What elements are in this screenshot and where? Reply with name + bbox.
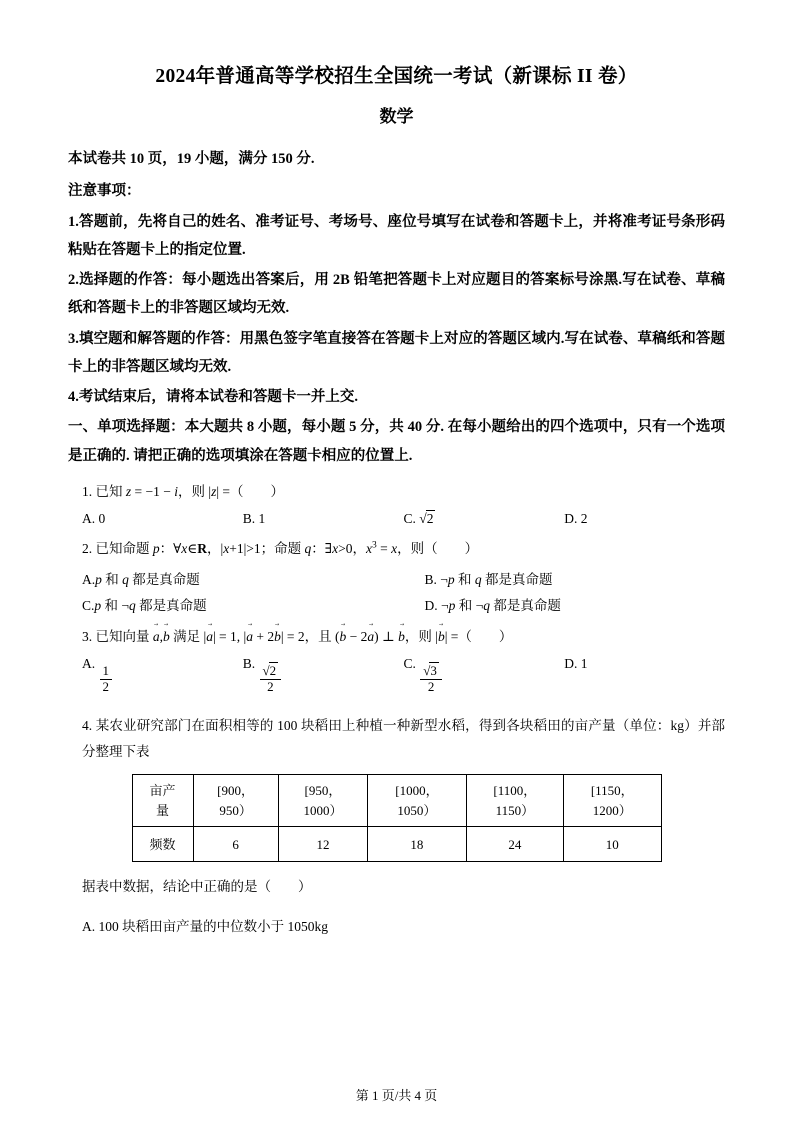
question-1-stem (82, 480, 725, 505)
question-1-options (68, 511, 725, 527)
notice-item-3: 3.填空题和解答题的作答：用黑色签字笔直接答在答题卡上对应的答题区域内.写在试卷、草稿纸和答题卡上的非答题区域均无效. (68, 330, 725, 375)
question-3-stem: 3. 已知向量 a →,b → 满足 |a →| = 1, |a → + 2b →| = 2，且 (b → − 2a →) ⊥ b →，则 |b →| =（ ） (82, 624, 725, 650)
question-2 (68, 537, 725, 562)
page-footer: 第 1 页/共 4 页 (355, 1088, 438, 1103)
frequency-cell-1: 6 (193, 827, 278, 862)
table-row-frequencies (132, 827, 661, 862)
interval-3-line2: 1050） (397, 802, 437, 818)
interval-cell-1 (193, 775, 278, 827)
frequency-cell-3: 18 (368, 827, 466, 862)
interval-5-line2: 1200） (592, 802, 632, 818)
row-header-frequency: 频数 (132, 827, 193, 862)
question-4-prompt: 据表中数据，结论中正确的是（ ） (82, 879, 312, 895)
option-2-C[interactable]: C.p 和 ¬q 都是真命题 (82, 597, 207, 613)
option-2-B[interactable]: B. ¬p 和 q 都是真命题 (424, 571, 553, 587)
option-3-B[interactable]: B. $\frac{√2}{2}$ (243, 656, 404, 695)
option-3-D[interactable]: D. 1 (564, 655, 588, 671)
question-1 (68, 480, 725, 505)
row-header-yield-line2: 量 (155, 802, 169, 818)
option-4-A-text: 100 块稻田亩产量的中位数小于 1050kg (98, 919, 328, 935)
interval-cell-3 (368, 775, 466, 827)
question-1-text: 已知 z = −1 − i，则 |z| =（ ） (95, 483, 285, 499)
exam-info: 本试卷共 10 页，19 小题，满分 150 分. (68, 151, 315, 167)
option-3-A[interactable]: A. $\frac{1}{2}$ (82, 656, 243, 695)
interval-cell-2 (278, 775, 368, 827)
option-1-C[interactable]: C. √2 (403, 510, 434, 526)
interval-1-line2: 950） (219, 802, 252, 818)
option-1-D[interactable]: D. 2 (564, 510, 588, 526)
option-1-A[interactable]: A. 0 (82, 510, 106, 526)
frequency-cell-2: 12 (278, 827, 368, 862)
interval-1-line1: [900， (217, 783, 254, 799)
notice-item-2: 2.选择题的作答：每小题选出答案后，用 2B 铅笔把答题卡上对应题目的答案标号涂黑.写在试卷、草稿纸和答题卡上的非答题区域均无效. (68, 272, 725, 317)
section-heading-choice: 一、单项选择题：本大题共 8 小题，每小题 5 分，共 40 分. 在每小题给出的四个选项中，只有一个选项是正确的. 请把正确的选项填涂在答题卡相应的位置上. (68, 419, 725, 464)
frequency-cell-4: 24 (466, 827, 563, 862)
question-2-options-row-1 (68, 568, 725, 588)
question-1-number: 1. (82, 483, 93, 499)
row-header-yield-line1: 亩产 (149, 783, 176, 799)
option-2-D[interactable]: D. ¬p 和 ¬q 都是真命题 (424, 597, 561, 613)
interval-4-line2: 1150） (495, 802, 535, 818)
interval-2-line1: [950， (304, 783, 342, 799)
question-3 (68, 624, 725, 650)
option-1-B[interactable]: B. 1 (242, 510, 266, 526)
interval-3-line1: [1000， (395, 783, 439, 799)
subject-title: 数学 (379, 107, 414, 126)
interval-cell-4 (466, 775, 563, 827)
frequency-table (132, 774, 662, 862)
row-header-yield (132, 775, 193, 827)
notice-item-1: 1.答题前，先将自己的姓名、准考证号、考场号、座位号填写在试卷和答题卡上，并将准考证号条形码粘贴在答题卡上的指定位置. (68, 213, 725, 258)
question-3-options (68, 656, 725, 695)
option-4-A-label: A. (82, 919, 96, 935)
interval-2-line2: 1000） (303, 802, 343, 818)
interval-cell-5 (564, 775, 661, 827)
option-3-C[interactable]: C. $\frac{√3}{2}$ (404, 656, 565, 695)
page-title: 2024年普通高等学校招生全国统一考试（新课标 II 卷） (155, 66, 638, 87)
question-2-options-row-2 (68, 594, 725, 614)
question-4-number: 4. (82, 718, 93, 734)
frequency-cell-5: 10 (564, 827, 661, 862)
interval-4-line1: [1100， (493, 783, 537, 799)
question-4-text: 某农业研究部门在面积相等的 100 块稻田上种植一种新型水稻，得到各块稻田的亩产量（单位：kg）并部分整理下表 (82, 718, 726, 759)
option-2-A[interactable]: A.p 和 q 都是真命题 (82, 571, 200, 587)
question-4-stem (68, 713, 725, 764)
notice-item-4: 4.考试结束后，请将本试卷和答题卡一并上交. (68, 389, 358, 406)
interval-5-line1: [1150， (590, 783, 634, 799)
question-2-stem: 2. 已知命题 p：∀x∈R，|x+1|>1；命题 q：∃x>0，$x^3 = x$，则（ ） (82, 540, 479, 556)
option-4-A[interactable] (68, 914, 725, 940)
notice-heading: 注意事项： (68, 183, 141, 200)
table-row-intervals (132, 775, 661, 827)
